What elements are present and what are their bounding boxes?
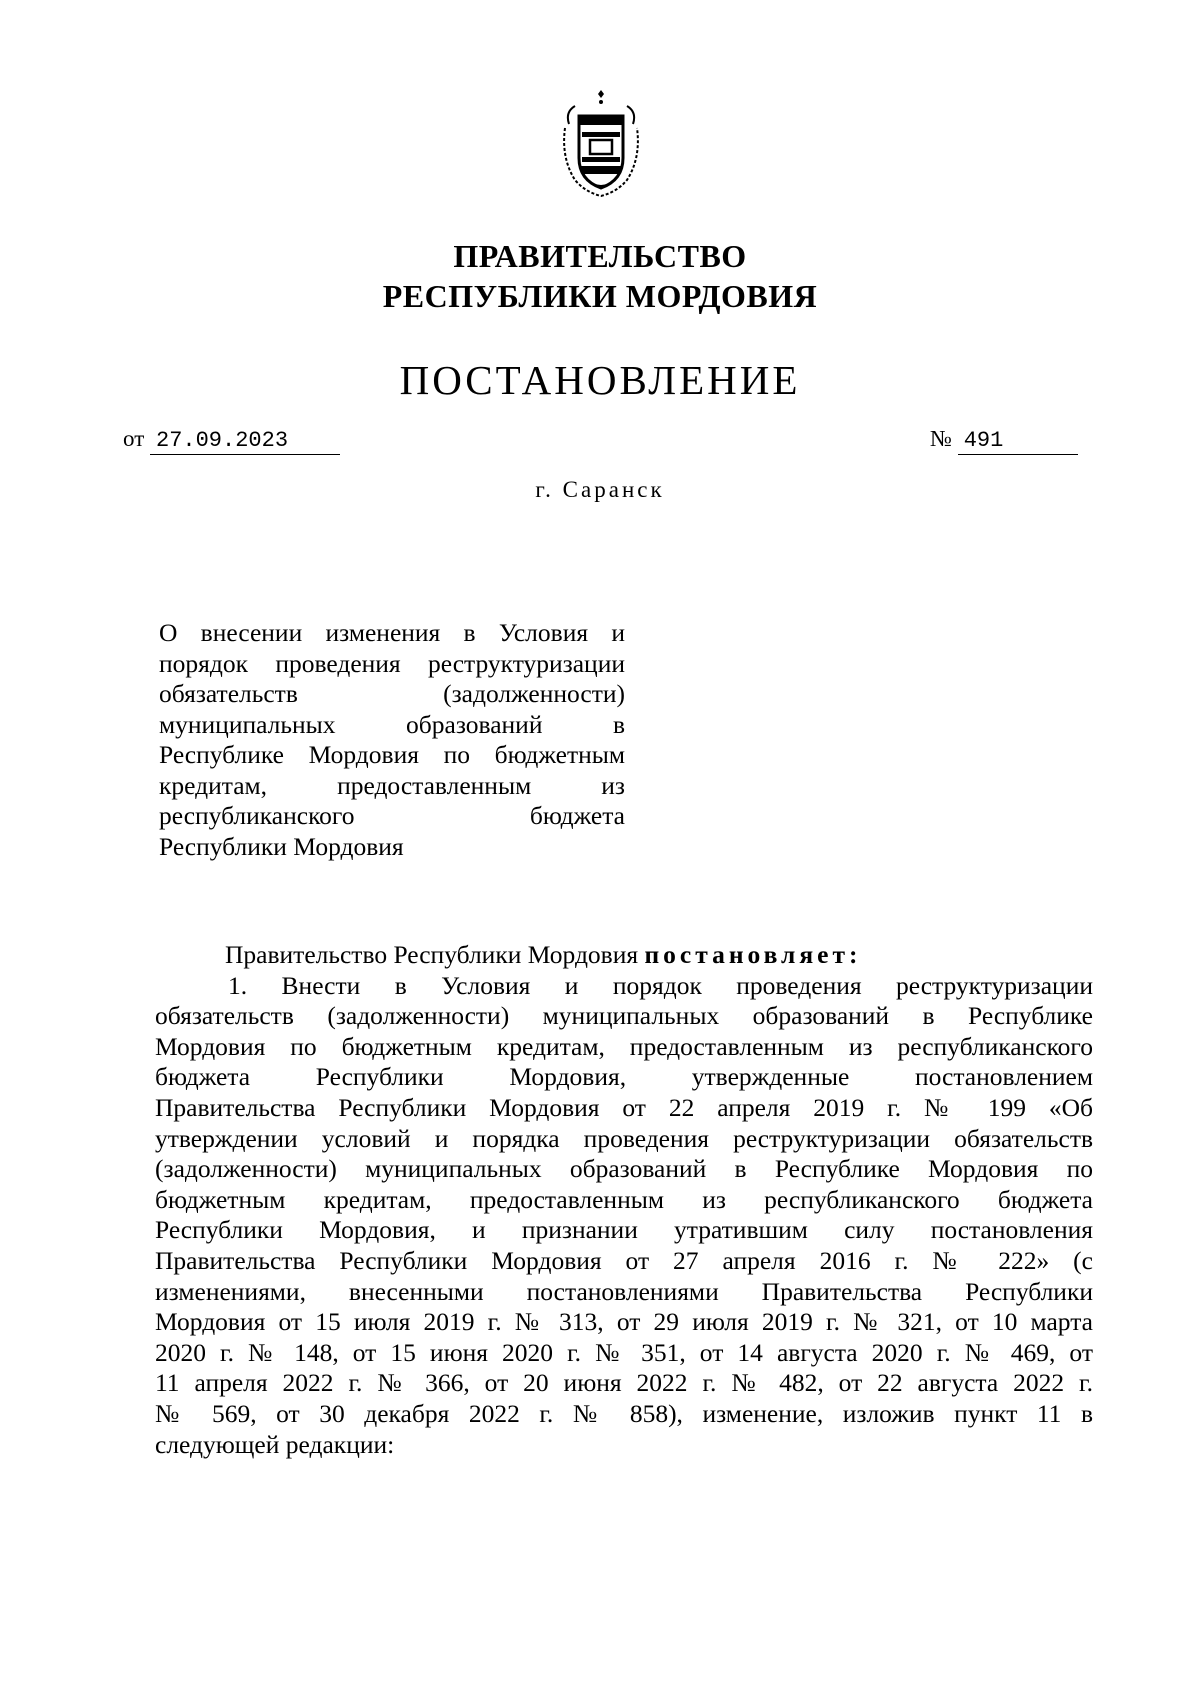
intro-text: Правительство Республики Мордовия (225, 940, 645, 969)
document-type-title: ПОСТАНОВЛЕНИЕ (399, 357, 801, 403)
date-prefix: от (123, 426, 145, 451)
number-value: 491 (958, 430, 1078, 455)
intro-emphasis: постановляет: (644, 940, 862, 969)
body-line: Правительства Республики Мордовия от 27 апреля 2016 г. № 222» (с (155, 1245, 1093, 1275)
body-line: № 569, от 30 декабря 2022 г. № 858), изменение, изложив пункт 11 в (155, 1398, 1093, 1428)
subject-line: Республике Мордовия по бюджетным (159, 740, 625, 769)
body-line: утверждении условий и порядка проведения реструктуризации обязательств (155, 1123, 1093, 1153)
subject-line: республиканского бюджета (159, 801, 625, 830)
body-line: Республики Мордовия, и признании утратившим силу постановления (155, 1215, 1093, 1245)
body-line: 11 апреля 2022 г. № 366, от 20 июня 2022 г. № 482, от 22 августа 2022 г. (155, 1368, 1093, 1398)
subject-line: О внесении изменения в Условия и (159, 618, 625, 647)
document-date (123, 424, 340, 455)
body-line: изменениями, внесенными постановлениями Правительства Республики (155, 1276, 1093, 1306)
body-line: бюджета Республики Мордовия, утвержденные постановлением (155, 1062, 1093, 1092)
body-line: 2020 г. № 148, от 15 июня 2020 г. № 351, от 14 августа 2020 г. № 469, от (155, 1337, 1093, 1367)
body-intro (155, 940, 1093, 971)
body-line: следующей редакции: (155, 1429, 395, 1459)
subject-line: муниципальных образований в (159, 709, 625, 739)
body-line: Мордовия по бюджетным кредитам, предоставленным из республиканского (155, 1031, 1093, 1061)
body-line: Правительства Республики Мордовия от 22 апреля 2019 г. № 199 «Об (155, 1092, 1093, 1122)
body-line: обязательств (задолженности) муниципальных образований в Республике (155, 1001, 1093, 1031)
government-name-line1: ПРАВИТЕЛЬСТВО (453, 238, 747, 274)
government-name-line2: РЕСПУБЛИКИ МОРДОВИЯ (382, 278, 818, 314)
document-number (930, 424, 1078, 455)
number-prefix: № (930, 426, 952, 451)
body-line: бюджетным кредитам, предоставленным из республиканского бюджета (155, 1184, 1093, 1214)
mordovia-coat-of-arms-icon (555, 88, 647, 200)
subject-line: порядок проведения реструктуризации (159, 648, 625, 678)
subject-line: обязательств (задолженности) (159, 679, 625, 708)
body-line: (задолженности) муниципальных образований в Республике Мордовия по (155, 1154, 1093, 1184)
subject-line: Республики Мордовия (159, 831, 404, 861)
decree-subject (159, 618, 625, 862)
subject-line: кредитам, предоставленным из (159, 770, 625, 800)
date-value: 27.09.2023 (150, 430, 340, 455)
decree-body (155, 940, 1093, 1460)
body-line: Мордовия от 15 июля 2019 г. № 313, от 29 июля 2019 г. № 321, от 10 марта (155, 1307, 1093, 1337)
city-name: г. Саранск (535, 477, 665, 502)
body-line: 1. Внести в Условия и порядок проведения реструктуризации (228, 970, 1093, 1000)
